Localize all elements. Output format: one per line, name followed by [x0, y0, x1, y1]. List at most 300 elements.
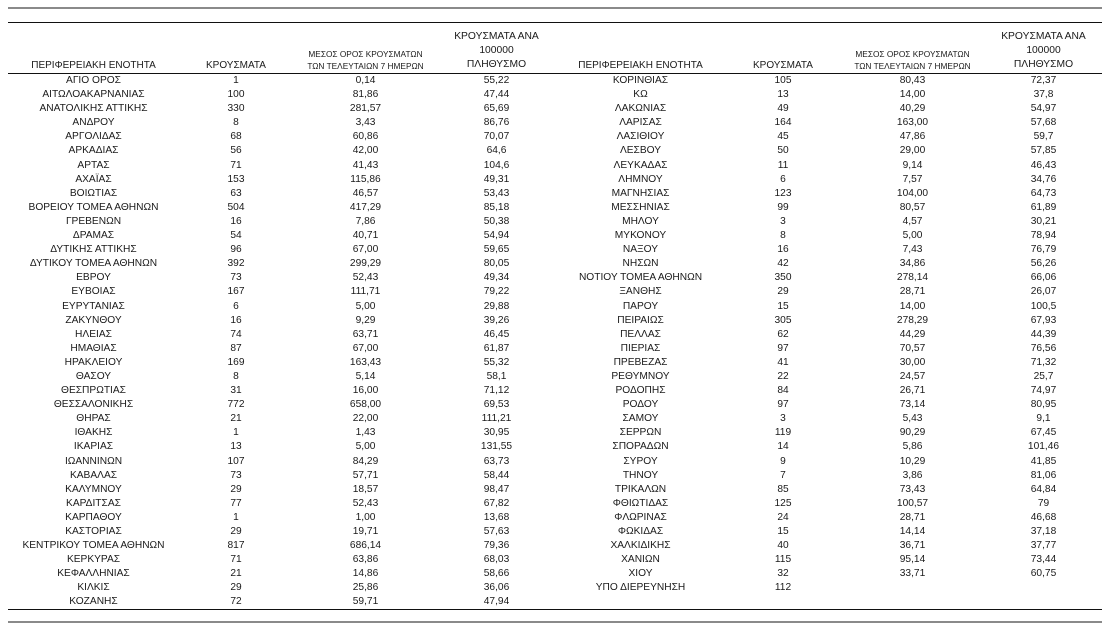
- avg7-cell: 84,29: [352, 455, 379, 467]
- per100k-cell: 73,44: [1030, 554, 1057, 566]
- region-cell: ΘΕΣΠΡΩΤΙΑΣ: [61, 385, 126, 397]
- table-row: [555, 539, 1102, 553]
- avg7-cell: 0,14: [355, 75, 376, 86]
- region-cell: ΦΘΙΩΤΙΔΑΣ: [612, 497, 669, 509]
- per100k-cell: 59,7: [1033, 131, 1054, 143]
- region-cell: ΕΥΡΥΤΑΝΙΑΣ: [62, 300, 125, 312]
- cases-cell: 16: [230, 215, 242, 227]
- table-row: [8, 328, 555, 342]
- table-row: [555, 116, 1102, 130]
- cases-cell: 123: [774, 187, 792, 199]
- region-cell: ΜΑΓΝΗΣΙΑΣ: [611, 187, 670, 199]
- per100k-cell: 36,06: [483, 582, 510, 594]
- region-cell: ΦΩΚΙΔΑΣ: [617, 526, 664, 537]
- cases-cell: 119: [774, 427, 792, 439]
- table-row: [8, 187, 555, 201]
- cases-cell: 71: [230, 159, 242, 171]
- region-cell: ΚΑΡΠΑΘΟΥ: [65, 511, 122, 523]
- region-cell: ΚΕΦΑΛΛΗΝΙΑΣ: [57, 568, 130, 580]
- region-cell: ΕΥΒΟΙΑΣ: [71, 286, 116, 298]
- table-row: [555, 581, 1102, 595]
- table-row: [555, 257, 1102, 271]
- header-region-label: ΠΕΡΙΦΕΡΕΙΑΚΗ ΕΝΟΤΗΤΑ: [31, 60, 156, 71]
- cases-cell: 107: [227, 455, 245, 467]
- table-row: [8, 243, 555, 257]
- table-row: [555, 483, 1102, 497]
- per100k-cell: 61,87: [483, 342, 510, 354]
- avg7-cell: 104,00: [896, 187, 929, 199]
- per100k-cell: 67,45: [1030, 427, 1057, 439]
- region-cell: ΒΟΙΩΤΙΑΣ: [69, 187, 118, 199]
- table-row: [555, 412, 1102, 426]
- table-row: [8, 314, 555, 328]
- region-cell: ΞΑΝΘΗΣ: [619, 286, 662, 298]
- table-row: [8, 511, 555, 525]
- per100k-cell: 54,94: [483, 230, 510, 242]
- cases-cell: 29: [230, 526, 242, 537]
- per100k-cell: 86,76: [483, 117, 510, 129]
- avg7-cell: 24,57: [899, 370, 926, 382]
- region-cell: ΠΙΕΡΙΑΣ: [620, 342, 661, 354]
- region-cell: ΙΩΑΝΝΙΝΩΝ: [64, 455, 123, 467]
- avg7-cell: 26,71: [899, 385, 926, 397]
- cases-cell: 504: [227, 201, 245, 213]
- cases-cell: 16: [777, 244, 789, 256]
- cases-cell: 50: [777, 145, 789, 157]
- per100k-cell: 37,18: [1030, 526, 1057, 537]
- avg7-cell: 1,00: [355, 511, 376, 523]
- table-row: [555, 243, 1102, 257]
- avg7-cell: 36,71: [899, 540, 926, 552]
- avg7-cell: 41,43: [352, 159, 379, 171]
- region-cell: ΝΑΞΟΥ: [622, 244, 659, 256]
- cases-cell: 153: [227, 173, 245, 185]
- cases-table: [8, 31, 1102, 610]
- cases-cell: 772: [227, 399, 245, 411]
- avg7-cell: 686,14: [349, 540, 382, 552]
- table-row: [8, 497, 555, 511]
- table-row: [8, 201, 555, 215]
- cases-cell: 71: [230, 554, 242, 566]
- table-row: [8, 469, 555, 483]
- cases-cell: 73: [230, 469, 242, 481]
- per100k-cell: 60,75: [1030, 568, 1057, 580]
- cases-cell: 99: [777, 201, 789, 213]
- avg7-cell: 18,57: [352, 483, 379, 495]
- cases-cell: 305: [774, 314, 792, 326]
- avg7-cell: 10,29: [899, 455, 926, 467]
- header-per100k-line2: ΠΛΗΘΥΣΜΟ: [1013, 59, 1074, 70]
- region-cell: ΚΑΣΤΟΡΙΑΣ: [65, 526, 122, 537]
- per100k-cell: 71,12: [483, 385, 510, 397]
- table-row: [555, 497, 1102, 511]
- header-right-half: [555, 31, 1102, 73]
- region-cell: ΛΗΜΝΟΥ: [618, 173, 663, 185]
- table-row: [8, 412, 555, 426]
- region-cell: ΣΕΡΡΩΝ: [619, 427, 662, 439]
- per100k-cell: 55,32: [483, 356, 510, 368]
- per100k-cell: 101,46: [1027, 441, 1060, 453]
- avg7-cell: 73,14: [899, 399, 926, 411]
- avg7-cell: 67,00: [352, 244, 379, 256]
- region-cell: ΑΡΚΑΔΙΑΣ: [68, 145, 119, 157]
- per100k-cell: 30,95: [483, 427, 510, 439]
- per100k-cell: 71,32: [1030, 356, 1057, 368]
- table-row: [555, 229, 1102, 243]
- region-cell: ΒΟΡΕΙΟΥ ΤΟΜΕΑ ΑΘΗΝΩΝ: [28, 201, 159, 213]
- table-row: [555, 300, 1102, 314]
- header-cases-label: ΚΡΟΥΣΜΑΤΑ: [753, 60, 813, 71]
- region-cell: ΑΓΙΟ ΟΡΟΣ: [66, 75, 121, 86]
- table-row: [8, 483, 555, 497]
- region-cell: ΔΥΤΙΚΟΥ ΤΟΜΕΑ ΑΘΗΝΩΝ: [29, 258, 158, 270]
- table-row: [8, 173, 555, 187]
- cases-cell: 7: [780, 469, 786, 481]
- header-region-label: ΠΕΡΙΦΕΡΕΙΑΚΗ ΕΝΟΤΗΤΑ: [578, 60, 703, 71]
- cases-cell: 112: [774, 582, 792, 594]
- table-row: [8, 285, 555, 299]
- table-row: [8, 215, 555, 229]
- avg7-cell: 46,57: [352, 187, 379, 199]
- cases-cell: 13: [777, 89, 789, 101]
- avg7-cell: 299,29: [349, 258, 382, 270]
- table-row: [8, 440, 555, 454]
- region-cell: ΚΟΖΑΝΗΣ: [69, 596, 118, 608]
- cases-cell: 13: [230, 441, 242, 453]
- cases-cell: 74: [230, 328, 242, 340]
- cases-cell: 68: [230, 131, 242, 143]
- cases-cell: 45: [777, 131, 789, 143]
- region-cell: ΚΑΛΥΜΝΟΥ: [65, 483, 122, 495]
- per100k-cell: 49,34: [483, 272, 510, 284]
- per100k-cell: 41,85: [1030, 455, 1057, 467]
- avg7-cell: 278,14: [896, 272, 929, 284]
- per100k-cell: 58,66: [483, 568, 510, 580]
- per100k-cell: 53,43: [483, 187, 510, 199]
- per100k-cell: 59,65: [483, 244, 510, 256]
- avg7-cell: 163,00: [896, 117, 929, 129]
- per100k-cell: 37,77: [1030, 540, 1057, 552]
- per100k-cell: 76,56: [1030, 342, 1057, 354]
- avg7-cell: 52,43: [352, 272, 379, 284]
- table-header: [8, 31, 1102, 74]
- region-cell: ΣΥΡΟΥ: [623, 455, 658, 467]
- cases-cell: 96: [230, 244, 242, 256]
- region-cell: ΚΕΝΤΡΙΚΟΥ ΤΟΜΕΑ ΑΘΗΝΩΝ: [22, 540, 165, 552]
- avg7-cell: 60,86: [352, 131, 379, 143]
- region-cell: ΑΡΤΑΣ: [77, 159, 110, 171]
- bottom-double-rule-outer: [8, 621, 1102, 623]
- cases-cell: 15: [777, 300, 789, 312]
- avg7-cell: 7,43: [902, 244, 923, 256]
- avg7-cell: 7,86: [355, 215, 376, 227]
- avg7-cell: 57,71: [352, 469, 379, 481]
- avg7-cell: 4,57: [902, 215, 923, 227]
- table-row: [8, 426, 555, 440]
- table-row: [555, 130, 1102, 144]
- cases-cell: 87: [230, 342, 242, 354]
- region-cell: ΑΝΑΤΟΛΙΚΗΣ ΑΤΤΙΚΗΣ: [39, 103, 148, 115]
- region-cell: ΗΜΑΘΙΑΣ: [70, 342, 117, 354]
- per100k-cell: 63,73: [483, 455, 510, 467]
- table-row: [555, 173, 1102, 187]
- cases-cell: 6: [780, 173, 786, 185]
- region-cell: ΛΕΣΒΟΥ: [619, 145, 662, 157]
- per100k-cell: 79,36: [483, 540, 510, 552]
- region-cell: ΔΡΑΜΑΣ: [72, 230, 115, 242]
- region-cell: ΣΠΟΡΑΔΩΝ: [612, 441, 669, 453]
- per100k-cell: 79,22: [483, 286, 510, 298]
- cases-cell: 3: [780, 413, 786, 425]
- cases-cell: 100: [227, 89, 245, 101]
- table-row: [555, 342, 1102, 356]
- table-row: [8, 581, 555, 595]
- per100k-cell: 58,1: [486, 370, 507, 382]
- cases-cell: 63: [230, 187, 242, 199]
- header-cases-label: ΚΡΟΥΣΜΑΤΑ: [206, 60, 266, 71]
- table-row: [555, 440, 1102, 454]
- table-row: [555, 398, 1102, 412]
- table-row: [555, 384, 1102, 398]
- header-avg7-line1: ΜΕΣΟΣ ΟΡΟΣ ΚΡΟΥΣΜΑΤΩΝ: [308, 49, 423, 59]
- per100k-cell: 57,63: [483, 526, 510, 537]
- region-cell: ΑΙΤΩΛΟΑΚΑΡΝΑΝΙΑΣ: [42, 89, 145, 101]
- table-row: [8, 539, 555, 553]
- region-cell: ΙΚΑΡΙΑΣ: [73, 441, 114, 453]
- per100k-cell: 49,31: [483, 173, 510, 185]
- cases-cell: 29: [230, 483, 242, 495]
- header-per100k-line1: ΚΡΟΥΣΜΑΤΑ ΑΝΑ 100000: [454, 31, 539, 56]
- cases-cell: 169: [227, 356, 245, 368]
- per100k-cell: 98,47: [483, 483, 510, 495]
- avg7-cell: 3,43: [355, 117, 376, 129]
- header-avg7: [840, 44, 985, 73]
- region-cell: ΚΩ: [633, 89, 648, 101]
- cases-cell: 330: [227, 103, 245, 115]
- cases-cell: 97: [777, 399, 789, 411]
- table-row: [8, 88, 555, 102]
- cases-cell: 8: [780, 230, 786, 242]
- table-row: [555, 187, 1102, 201]
- top-double-rule-outer: [8, 7, 1102, 9]
- cases-cell: 115: [774, 554, 792, 566]
- table-row: [555, 74, 1102, 88]
- table-row: [8, 567, 555, 581]
- region-cell: ΛΕΥΚΑΔΑΣ: [613, 159, 668, 171]
- avg7-cell: 25,86: [352, 582, 379, 594]
- per100k-cell: 34,76: [1030, 173, 1057, 185]
- header-avg7-line1: ΜΕΣΟΣ ΟΡΟΣ ΚΡΟΥΣΜΑΤΩΝ: [855, 49, 970, 59]
- header-region: [8, 44, 179, 73]
- avg7-cell: 81,86: [352, 89, 379, 101]
- region-cell: ΤΡΙΚΑΛΩΝ: [614, 483, 667, 495]
- cases-cell: 29: [230, 582, 242, 594]
- per100k-cell: 46,45: [483, 328, 510, 340]
- table-row: [555, 159, 1102, 173]
- region-cell: ΚΟΡΙΝΘΙΑΣ: [612, 75, 669, 86]
- avg7-cell: 16,00: [352, 385, 379, 397]
- table-row: [555, 426, 1102, 440]
- table-row: [555, 215, 1102, 229]
- table-row: [8, 229, 555, 243]
- region-cell: ΠΡΕΒΕΖΑΣ: [613, 356, 668, 368]
- avg7-cell: 5,86: [902, 441, 923, 453]
- per100k-cell: 55,22: [483, 75, 510, 86]
- per100k-cell: [985, 581, 1102, 595]
- per100k-cell: 57,85: [1030, 145, 1057, 157]
- region-cell: ΛΑΚΩΝΙΑΣ: [614, 103, 667, 115]
- cases-cell: 11: [777, 159, 789, 171]
- avg7-cell: 28,71: [899, 511, 926, 523]
- avg7-cell: 40,71: [352, 230, 379, 242]
- avg7-cell: 100,57: [896, 497, 929, 509]
- region-cell: ΣΑΜΟΥ: [622, 413, 659, 425]
- cases-cell: 22: [777, 370, 789, 382]
- cases-cell: 29: [777, 286, 789, 298]
- left-column-block: [8, 74, 555, 610]
- region-cell: ΤΗΝΟΥ: [622, 469, 659, 481]
- per100k-cell: 58,44: [483, 469, 510, 481]
- avg7-cell: 22,00: [352, 413, 379, 425]
- avg7-cell: 63,71: [352, 328, 379, 340]
- region-cell: ΡΟΔΟΠΗΣ: [615, 385, 666, 397]
- table-row: [555, 102, 1102, 116]
- table-row: [8, 553, 555, 567]
- avg7-cell: 5,00: [355, 300, 376, 312]
- table-row: [555, 455, 1102, 469]
- table-body: [8, 74, 1102, 610]
- region-cell: ΠΑΡΟΥ: [622, 300, 659, 312]
- cases-cell: 15: [777, 526, 789, 537]
- table-row: [555, 469, 1102, 483]
- cases-cell: 6: [233, 300, 239, 312]
- table-row: [8, 356, 555, 370]
- avg7-cell: 34,86: [899, 258, 926, 270]
- per100k-cell: 64,73: [1030, 187, 1057, 199]
- avg7-cell: 14,00: [899, 300, 926, 312]
- per100k-cell: 80,05: [483, 258, 510, 270]
- per100k-cell: 81,06: [1030, 469, 1057, 481]
- per100k-cell: 61,89: [1030, 201, 1057, 213]
- per100k-cell: 68,03: [483, 554, 510, 566]
- header-region: [555, 44, 726, 73]
- avg7-cell: 3,86: [902, 469, 923, 481]
- avg7-cell: 9,29: [355, 314, 376, 326]
- avg7-cell: 5,00: [355, 441, 376, 453]
- avg7-cell: 7,57: [902, 173, 923, 185]
- header-cases: [179, 44, 293, 73]
- avg7-cell: 28,71: [899, 286, 926, 298]
- region-cell: ΧΑΛΚΙΔΙΚΗΣ: [610, 540, 671, 552]
- cases-cell: 54: [230, 230, 242, 242]
- cases-cell: 125: [774, 497, 792, 509]
- cases-cell: 105: [774, 75, 792, 86]
- avg7-cell: 14,86: [352, 568, 379, 580]
- avg7-cell: 5,43: [902, 413, 923, 425]
- table-row: [555, 370, 1102, 384]
- per100k-cell: 79: [1037, 497, 1050, 509]
- per100k-cell: 64,6: [486, 145, 507, 157]
- per100k-cell: 26,07: [1030, 286, 1057, 298]
- region-cell: ΡΕΘΥΜΝΟΥ: [611, 370, 670, 382]
- cases-cell: 1: [233, 75, 239, 86]
- cases-cell: 77: [230, 497, 242, 509]
- per100k-cell: 74,97: [1030, 385, 1057, 397]
- cases-cell: 85: [777, 483, 789, 495]
- per100k-cell: 54,97: [1030, 103, 1057, 115]
- avg7-cell: 80,57: [899, 201, 926, 213]
- region-cell: ΥΠΟ ΔΙΕΡΕΥΝΗΣΗ: [595, 582, 686, 594]
- cases-cell: 3: [780, 215, 786, 227]
- cases-cell: 1: [233, 427, 239, 439]
- table-row: [555, 88, 1102, 102]
- region-cell: ΔΥΤΙΚΗΣ ΑΤΤΙΚΗΣ: [50, 244, 137, 256]
- avg7-cell: 73,43: [899, 483, 926, 495]
- avg7-cell: 5,00: [902, 230, 923, 242]
- cases-cell: 16: [230, 314, 242, 326]
- table-row: [8, 398, 555, 412]
- per100k-cell: 37,8: [1033, 89, 1054, 101]
- avg7-cell: 59,71: [352, 596, 379, 608]
- region-cell: ΝΟΤΙΟΥ ΤΟΜΕΑ ΑΘΗΝΩΝ: [578, 272, 703, 284]
- per100k-cell: 67,82: [483, 497, 510, 509]
- cases-cell: 8: [233, 370, 239, 382]
- cases-cell: 21: [230, 568, 242, 580]
- per100k-cell: 25,7: [1033, 370, 1054, 382]
- table-row: [555, 511, 1102, 525]
- region-cell: ΦΛΩΡΙΝΑΣ: [614, 511, 667, 523]
- region-cell: ΜΥΚΟΝΟΥ: [614, 230, 667, 242]
- table-row: [8, 116, 555, 130]
- per100k-cell: 72,37: [1030, 75, 1057, 86]
- cases-cell: 32: [777, 568, 789, 580]
- region-cell: ΧΙΟΥ: [628, 568, 653, 580]
- avg7-cell: 19,71: [352, 526, 379, 537]
- table-row: [555, 525, 1102, 539]
- header-per100k-line2: ΠΛΗΘΥΣΜΟ: [466, 59, 527, 70]
- right-column-block: [555, 74, 1102, 610]
- cases-cell: 350: [774, 272, 792, 284]
- per100k-cell: 65,69: [483, 103, 510, 115]
- table-row: [8, 74, 555, 88]
- per100k-cell: 78,94: [1030, 230, 1057, 242]
- cases-cell: 24: [777, 511, 789, 523]
- avg7-cell: 5,14: [355, 370, 376, 382]
- avg7-cell: 29,00: [899, 145, 926, 157]
- region-cell: ΙΘΑΚΗΣ: [74, 427, 113, 439]
- header-avg7: [293, 44, 438, 73]
- region-cell: ΛΑΣΙΘΙΟΥ: [616, 131, 665, 143]
- table-row: [555, 285, 1102, 299]
- cases-cell: 14: [777, 441, 789, 453]
- per100k-cell: 85,18: [483, 201, 510, 213]
- cases-cell: 9: [780, 455, 786, 467]
- table-row: [555, 553, 1102, 567]
- table-row: [8, 595, 555, 609]
- region-cell: ΓΡΕΒΕΝΩΝ: [65, 215, 122, 227]
- table-row: [8, 525, 555, 539]
- avg7-cell: 14,00: [899, 89, 926, 101]
- per100k-cell: 111,21: [481, 413, 512, 425]
- avg7-cell: 40,29: [899, 103, 926, 115]
- avg7-cell: 1,43: [355, 427, 376, 439]
- table-row: [555, 314, 1102, 328]
- table-row: [555, 201, 1102, 215]
- region-cell: ΑΡΓΟΛΙΔΑΣ: [65, 131, 122, 143]
- avg7-cell: 42,00: [352, 145, 379, 157]
- region-cell: ΖΑΚΥΝΘΟΥ: [65, 314, 122, 326]
- cases-cell: 56: [230, 145, 242, 157]
